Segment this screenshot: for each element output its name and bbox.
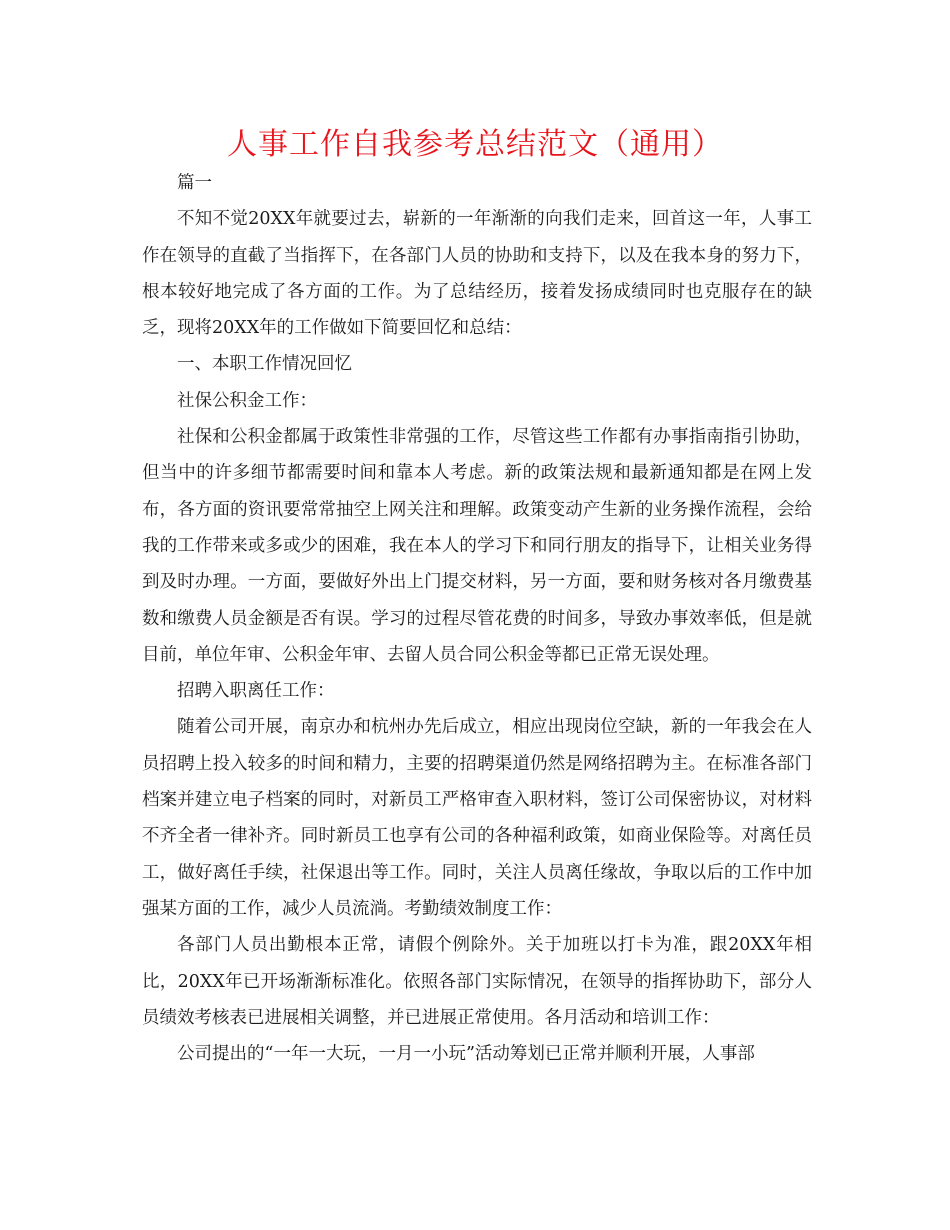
paragraph-heading-social-security: 社保公积金工作：: [177, 390, 317, 411]
document-body: [142, 165, 812, 1072]
paragraph-heading-review: 一、本职工作情况回忆: [177, 354, 352, 375]
paragraph-recruitment: 随着公司开展，南京办和杭州办先后成立，相应出现岗位空缺，新的一年我会在人员招聘上投入较多的时间和精力，主要的招聘渠道仍然是网络招聘为主。在标准各部门档案并建立电子档案的同时，对新员工严格审查入职材料，签订公司保密协议，对材料不齐全者一律补齐。同时新员工也享有公司的各种福利政策，如商业保险等。对离任员工，做好离任手续，社保退出等工作。同时，关注人员离任缘故，争取以后的工作中加强某方面的工作，减少人员流淌。考勤绩效制度工作：: [142, 717, 812, 919]
paragraph-intro: 不知不觉20XX年就要过去，崭新的一年渐渐的向我们走来，回首这一年，人事工作在领导的直截了当指挥下，在各部门人员的协助和支持下，以及在我本身的努力下，根本较好地完成了各方面的工作。为了总结经历，接着发扬成绩同时也克服存在的缺乏，现将20XX年的工作做如下简要回忆和总结：: [142, 209, 812, 339]
paragraph-social-security: 社保和公积金都属于政策性非常强的工作，尽管这些工作都有办事指南指引协助，但当中的许多细节都需要时间和靠本人考虑。新的政策法规和最新通知都是在网上发布，各方面的资讯要常常抽空上网关注和理解。政策变动产生新的业务操作流程，会给我的工作带来或多或少的困难，我在本人的学习下和同行朋友的指导下，让相关业务得到及时办理。一方面，要做好外出上门提交材料，另一方面，要和财务核对各月缴费基数和缴费人员金额是否有误。学习的过程尽管花费的时间多，导致办事效率低，但是就目前，单位年审、公积金年审、去留人员合同公积金等都已正常无误处理。: [142, 427, 812, 665]
paragraph-activities: 公司提出的“一年一大玩，一月一小玩”活动筹划已正常并顺利开展，人事部: [177, 1044, 755, 1065]
paragraph-heading-recruitment: 招聘入职离任工作：: [177, 681, 335, 702]
paragraph-section-label: 篇一: [177, 173, 212, 193]
document-title: 人事工作自我参考总结范文（通用）: [227, 127, 723, 162]
paragraph-attendance: 各部门人员出勤根本正常，请假个例除外。关于加班以打卡为准，跟20XX年相比，20XX年已开场渐渐标准化。依照各部门实际情况，在领导的指挥协助下，部分人员绩效考核表已进展相关调整，并已进展正常使用。各月活动和培训工作：: [142, 935, 812, 1028]
